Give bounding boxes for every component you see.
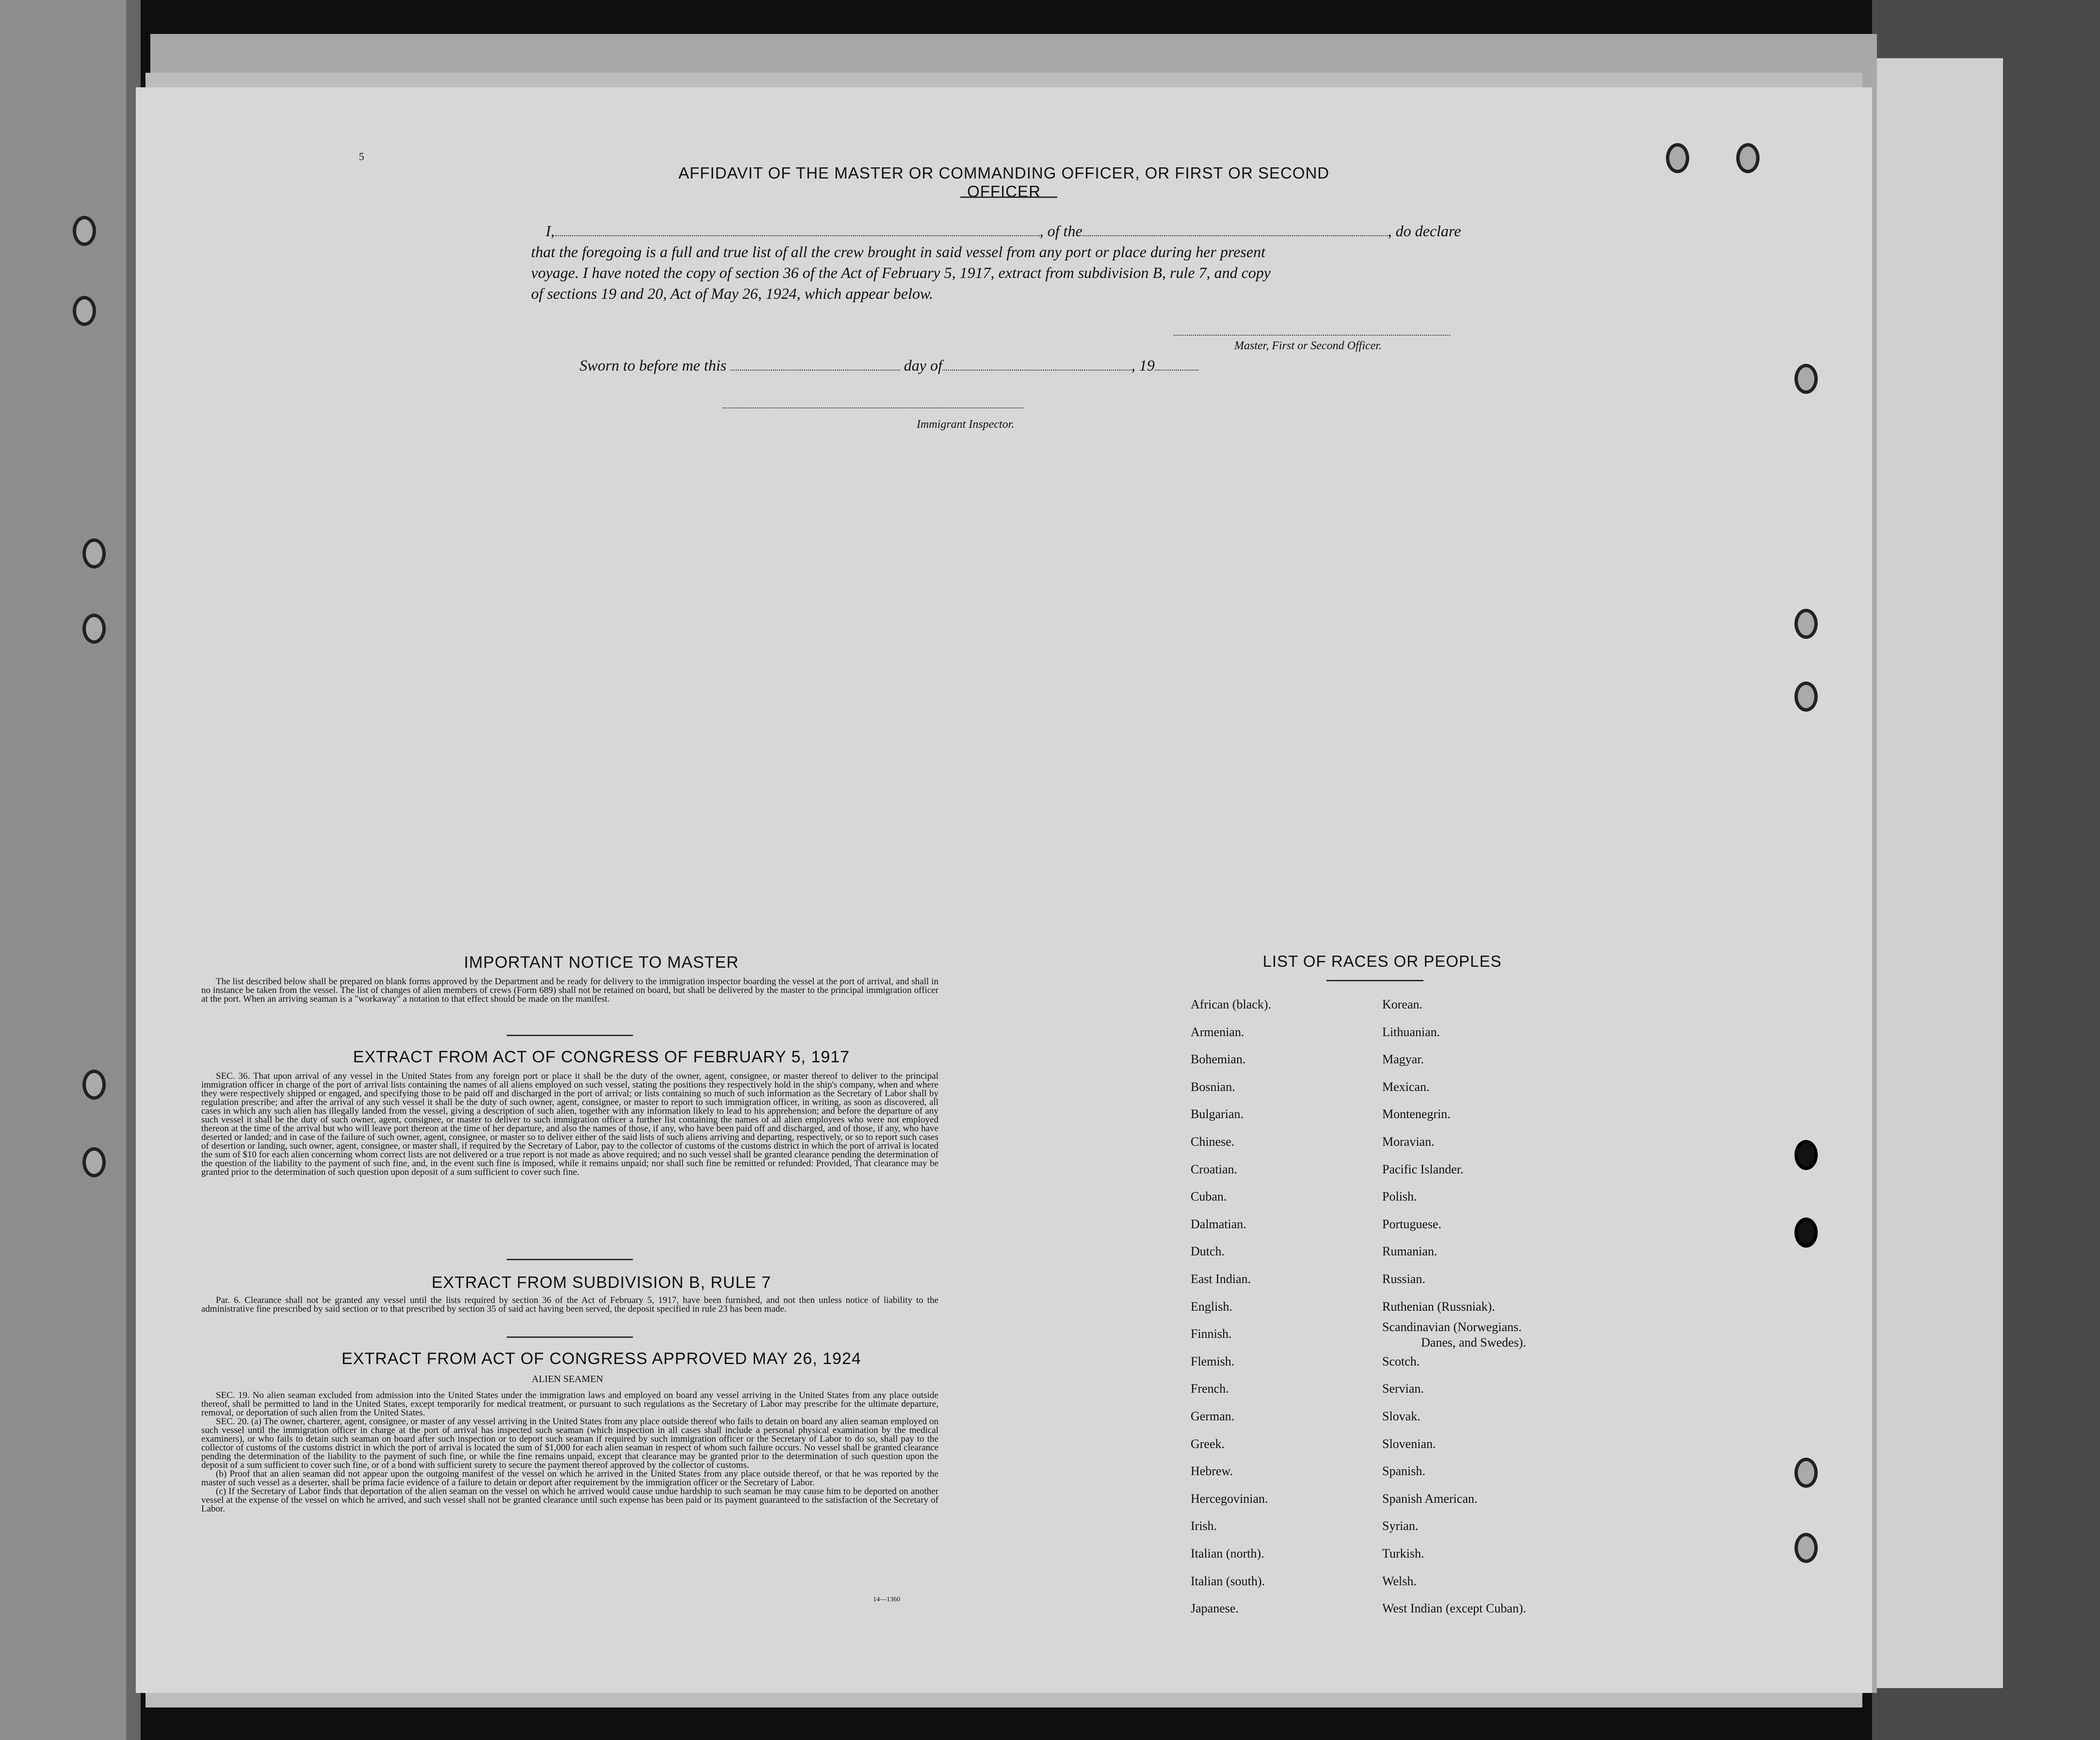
name-blank xyxy=(555,235,1040,236)
race-item: Servian. xyxy=(1382,1382,1424,1396)
race-item: Italian (north). xyxy=(1191,1546,1264,1561)
binder-hole-icon xyxy=(1794,682,1818,712)
extract-1917-title: EXTRACT FROM ACT OF CONGRESS OF FEBRUARY 5, 1917 xyxy=(353,1048,850,1066)
race-item: Scandinavian (Norwegians. xyxy=(1382,1320,1522,1334)
sworn-year-blank xyxy=(1155,370,1198,371)
section-20a: SEC. 20. (a) The owner, charterer, agent, consignee, or master of any vessel arriving in the United States from any place outside thereof who fails to detain on board any alien seaman employed on such vessel until the immigration officer in charge at the port of arrival has inspected such seaman (which inspection in all cases shall include a personal physical examination by the medical examiners), or who fails to detain such seaman on board after such inspection or to deport such seaman if required by such immigration officer or the Secretary of Labor to do so, shall pay to the collector of customs of the customs district in which the port of arrival is located the sum of $1,000 for each alien seaman in respect of whom such failure occurs. No vessel shall be granted clearance pending the determination of the liability to the payment of such fine, or while the fine remains unpaid, except that clearance may be granted prior to the determination of such question upon the deposit of a sum sufficient to cover such fine, or of a bond with sufficient surety to secure the payment thereof approved by the collector of customs. xyxy=(201,1416,938,1470)
binder-hole-icon xyxy=(82,538,106,569)
race-item: East Indian. xyxy=(1191,1272,1251,1286)
affidavit-title: AFFIDAVIT OF THE MASTER OR COMMANDING OFFICER, OR FIRST OR SECOND OFFICER xyxy=(678,164,1330,200)
inspector-signature-line xyxy=(723,407,1023,408)
inspector-signature-label: Immigrant Inspector. xyxy=(917,418,1015,431)
divider xyxy=(1326,980,1423,981)
section-20c: (c) If the Secretary of Labor finds that deportation of the alien seaman on the vessel on which he arrived would cause undue hardship to such seaman he may cause him to be deported on another vessel at the expense of the vessel on which he arrived, and such vessel shall not be granted clearance until such expense has been paid or its payment guaranteed to the satisfaction of the Secretary of Labor. xyxy=(201,1486,938,1514)
affidavit-line-1: I, , of the , do declare xyxy=(546,222,1461,240)
race-item: Turkish. xyxy=(1382,1546,1424,1561)
race-item: Korean. xyxy=(1382,997,1423,1011)
race-item: Montenegrin. xyxy=(1382,1107,1451,1122)
affidavit-text xyxy=(531,221,1482,304)
master-signature-line xyxy=(1174,335,1450,336)
notice-title: IMPORTANT NOTICE TO MASTER xyxy=(464,953,739,972)
rule7-text: Par. 6. Clearance shall not be granted any vessel until the lists required by section 36 of the Act of February 5, 1917, have been furnished, and not then unless notice of liability to the administrative fine prescribed by said section or to that prescribed by section 35 of said act having been served, the deposit specified in rule 23 has been made. xyxy=(201,1295,938,1314)
race-item: Chinese. xyxy=(1191,1135,1235,1149)
race-item: Russian. xyxy=(1382,1272,1425,1286)
race-item: Lithuanian. xyxy=(1382,1024,1440,1039)
binder-hole-icon xyxy=(82,1070,106,1100)
race-item: Bosnian. xyxy=(1191,1079,1235,1094)
alien-seamen-subtitle: ALIEN SEAMEN xyxy=(532,1374,603,1384)
race-item: Moravian. xyxy=(1382,1135,1435,1149)
section-20b: (b) Proof that an alien seaman did not appear upon the outgoing manifest of the vessel on which he arrived in the United States from any place outside thereof, or that he was reported by the master of such vessel as a deserter, shall be prima facie evidence of a failure to detain or deport after requirement by the immigration officer or the Secretary of Labor. xyxy=(201,1469,938,1488)
extract-1924-text xyxy=(201,1391,938,1513)
race-item: Bohemian. xyxy=(1191,1052,1246,1067)
affidavit-line-3: voyage. I have noted the copy of section 36 of the Act of February 5, 1917, extract from subdivision B, rule 7, and copy xyxy=(531,264,1271,281)
affidavit-line-2: that the foregoing is a full and true list of all the crew brought in said vessel from any port or place during her present xyxy=(531,243,1265,260)
divider xyxy=(507,1035,633,1036)
race-item: English. xyxy=(1191,1299,1232,1314)
race-item: West Indian (except Cuban). xyxy=(1382,1601,1526,1616)
binder-hole-icon xyxy=(1794,1218,1818,1248)
binder-hole-icon xyxy=(73,216,96,246)
race-item: Polish. xyxy=(1382,1189,1417,1204)
race-item: Slovak. xyxy=(1382,1409,1421,1423)
race-item: Dalmatian. xyxy=(1191,1217,1246,1231)
divider xyxy=(507,1336,633,1338)
binder-hole-icon xyxy=(82,1147,106,1177)
race-item: Mexican. xyxy=(1382,1079,1430,1094)
rule7-title: EXTRACT FROM SUBDIVISION B, RULE 7 xyxy=(431,1273,772,1292)
sworn-month-blank xyxy=(942,370,1131,371)
race-item: German. xyxy=(1191,1409,1235,1423)
binder-hole-icon xyxy=(1736,143,1760,173)
form-number: 14—1360 xyxy=(873,1596,900,1603)
extract-1924-title: EXTRACT FROM ACT OF CONGRESS APPROVED MAY 26, 1924 xyxy=(341,1350,861,1368)
page-mark: 5 xyxy=(359,150,364,163)
section-19: SEC. 19. No alien seaman excluded from admission into the United States under the immigration laws and employed on board any vessel arriving in the United States from any place outside thereof, shall be permitted to land in the United States, except temporarily for medical treatment, or pursuant to such regulations as the Secretary of Labor may prescribe for the ultimate departure, removal, or deportation of such alien from the United States. xyxy=(201,1390,938,1418)
race-item: Ruthenian (Russniak). xyxy=(1382,1299,1495,1314)
race-item: Pacific Islander. xyxy=(1382,1162,1464,1176)
race-item: Bulgarian. xyxy=(1191,1107,1244,1122)
race-item: Magyar. xyxy=(1382,1052,1424,1067)
binder-hole-icon xyxy=(82,614,106,644)
sworn-day-blank xyxy=(730,370,900,371)
race-item: Irish. xyxy=(1191,1519,1217,1533)
race-item: Portuguese. xyxy=(1382,1217,1442,1231)
race-item: Rumanian. xyxy=(1382,1244,1438,1259)
binder-hole-icon xyxy=(1794,364,1818,394)
race-item: Welsh. xyxy=(1382,1574,1417,1588)
race-item: Japanese. xyxy=(1191,1601,1239,1616)
race-item: Hercegovinian. xyxy=(1191,1491,1268,1506)
extract-1917-text: SEC. 36. That upon arrival of any vessel in the United States from any foreign port or place it shall be the duty of the owner, agent, consignee, or master thereof to deliver to the principal immigration officer in charge of the port of arrival lists containing the names of all aliens employed on such vessel, stating the positions they respectively hold in the ship's company, when and where they were respectively shipped or engaged, and specifying those to be paid off and discharged in the port of arrival; or lists containing so much of such information as the Secretary of Labor shall by regulation prescribe; and after the arrival of any such vessel it shall be the duty of such owner, agent, consignee, or master to report to such immigration officer, in writing, as soon as discovered, all cases in which any such alien has illegally landed from the vessel, giving a description of such alien, together with any information likely to lead to his apprehension; and before the departure of any such vessel it shall be the duty of such owner, agent, consignee, or master to deliver to such immigration officer a further list containing the names of all alien employees who were not employed thereon at the time of the arrival but who will leave port thereon at the time of her departure, and also the names of those, if any, who have been paid off and discharged, and of those, if any, who have deserted or landed; and in case of the failure of such owner, agent, consignee, or master so to deliver either of the said lists of such aliens arriving and departing, respectively, or so to report such cases of desertion or landing, such owner, agent, consignee, or master shall, if required by the Secretary of Labor, pay to the collector of customs of the customs district in which the port of arrival is located the sum of $10 for each alien concerning whom correct lists are not delivered or a true report is not made as above required; and no such vessel shall be granted clearance pending the determination of the question of the liability to the payment of such fine, and, in the event such fine is imposed, while it remains unpaid; nor shall such fine be remitted or refunded: Provided, That clearance may be granted prior to the determination of such question upon deposit of a sum sufficient to cover such fine. xyxy=(201,1071,938,1177)
race-item: Greek. xyxy=(1191,1436,1225,1451)
race-item: Slovenian. xyxy=(1382,1436,1436,1451)
divider xyxy=(507,1259,633,1260)
binder-hole-icon xyxy=(1794,1140,1818,1170)
race-item: Hebrew. xyxy=(1191,1464,1233,1479)
race-item: Finnish. xyxy=(1191,1327,1232,1341)
race-item: Syrian. xyxy=(1382,1519,1419,1533)
race-item-continuation: Danes, and Swedes). xyxy=(1421,1335,1526,1350)
binder-hole-icon xyxy=(1666,143,1689,173)
sworn-line: Sworn to before me this day of , 19 xyxy=(580,357,1198,374)
race-item: African (black). xyxy=(1191,997,1272,1011)
race-item: Italian (south). xyxy=(1191,1574,1265,1588)
race-item: Croatian. xyxy=(1191,1162,1238,1176)
race-item: Flemish. xyxy=(1191,1354,1235,1368)
vessel-blank xyxy=(1082,235,1388,236)
race-item: Armenian. xyxy=(1191,1024,1244,1039)
race-item: Spanish. xyxy=(1382,1464,1425,1479)
race-item: Scotch. xyxy=(1382,1354,1420,1368)
notice-text: The list described below shall be prepared on blank forms approved by the Department and be ready for delivery to the immigration inspector boarding the vessel at the port of arrival, and shall in no instance be taken from the vessel. The list of changes of alien members of crews (Form 689) shall not be retained on board, but shall be delivered by the master to the principal immigration officer at the port. When an arriving seaman is a "workaway" a notation to that effect should be made on the manifest. xyxy=(201,976,938,1004)
divider xyxy=(960,196,1057,198)
affidavit-line-4: of sections 19 and 20, Act of May 26, 1924, which appear below. xyxy=(531,285,933,302)
race-item: Cuban. xyxy=(1191,1189,1227,1204)
race-item: French. xyxy=(1191,1382,1229,1396)
race-item: Dutch. xyxy=(1191,1244,1225,1259)
race-item: Spanish American. xyxy=(1382,1491,1478,1506)
binder-hole-icon xyxy=(73,296,96,326)
races-title: LIST OF RACES OR PEOPLES xyxy=(1262,952,1502,970)
binder-hole-icon xyxy=(1794,609,1818,639)
left-binding-strip xyxy=(0,0,126,1740)
master-signature-label: Master, First or Second Officer. xyxy=(1234,340,1382,352)
binder-hole-icon xyxy=(1794,1458,1818,1488)
binder-hole-icon xyxy=(1794,1533,1818,1563)
